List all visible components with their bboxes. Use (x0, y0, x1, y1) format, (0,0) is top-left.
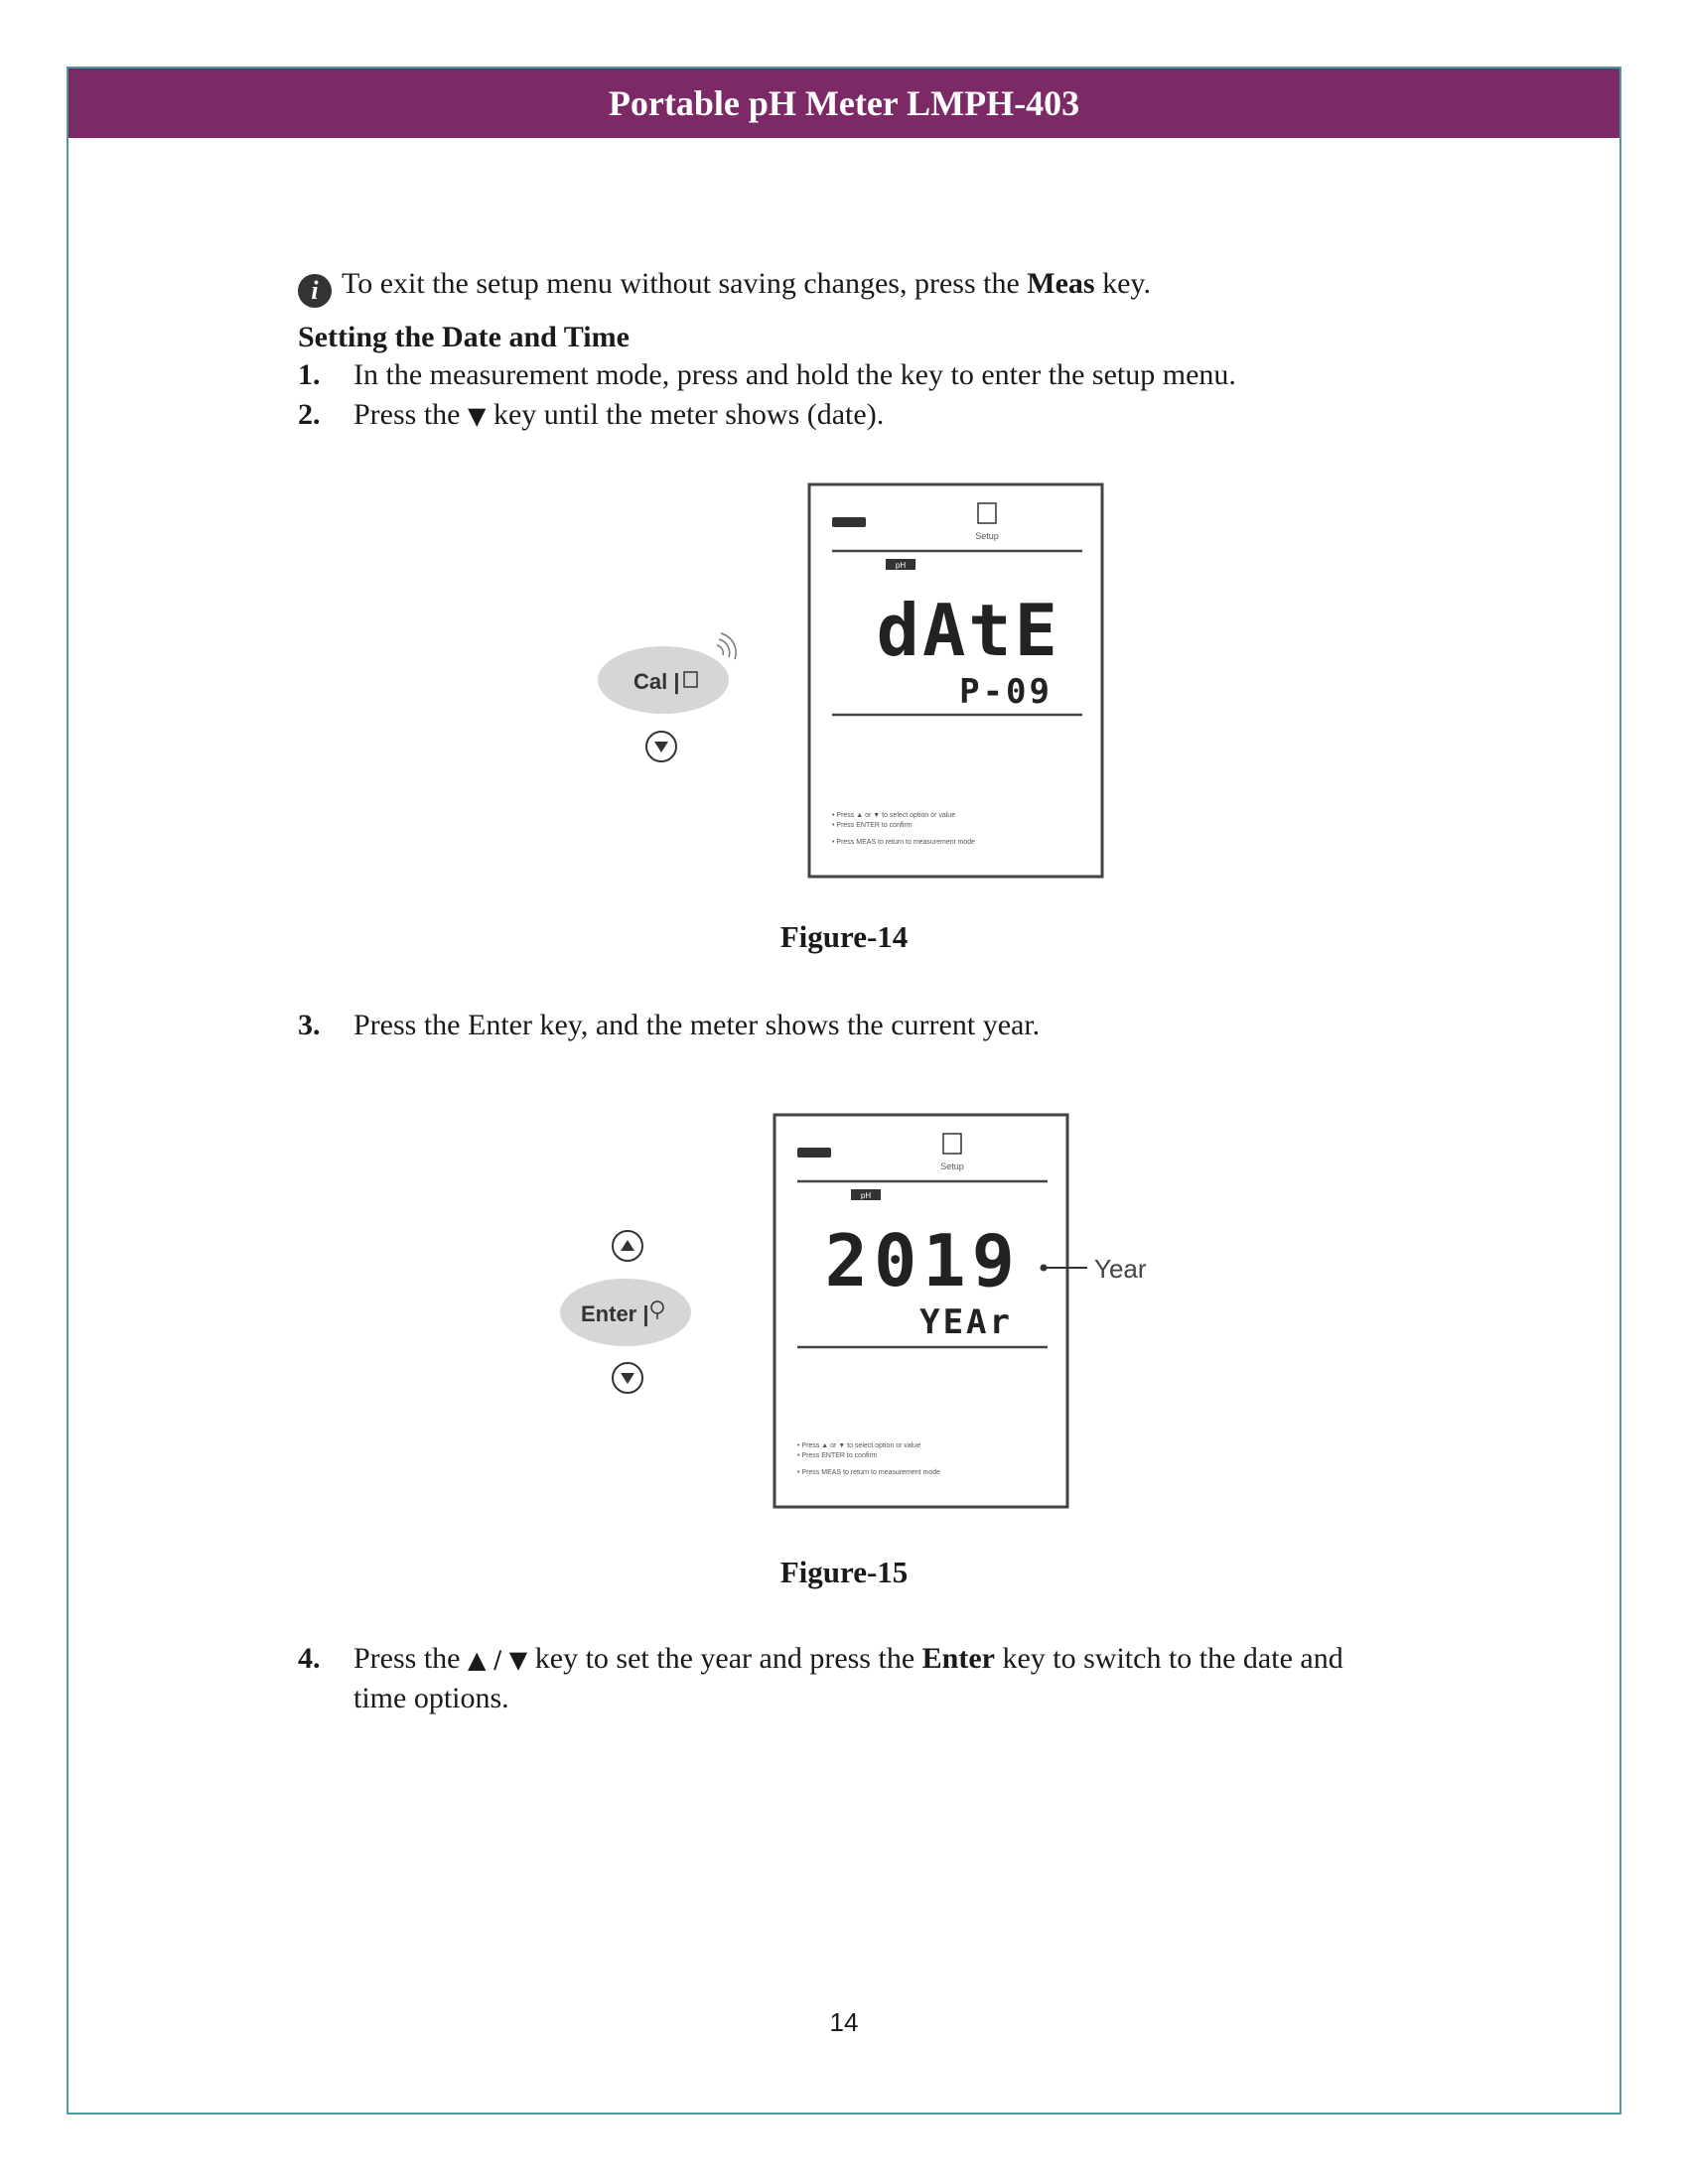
up-down-arrow-icon: ▲ / ▼ (468, 1646, 528, 1674)
press-hold-signal-icon (717, 633, 736, 659)
lcd-sub-display: P-09 (959, 672, 1053, 712)
page-header: Portable pH Meter LMPH-403 (69, 68, 1619, 138)
section-title: Setting the Date and Time (298, 321, 630, 353)
battery-icon (832, 517, 866, 527)
enter-button-label: Enter | (581, 1301, 649, 1326)
page-number: 14 (829, 2007, 859, 2037)
step-4-number: 4. (298, 1642, 321, 1675)
lcd-hint: • Press ▲ or ▼ to select option or value (832, 812, 956, 819)
lcd-hint: • Press ENTER to confirm (832, 822, 913, 829)
step-3-number: 3. (298, 1009, 321, 1041)
svg-text:pH: pH (860, 1191, 872, 1200)
enter-key-label: Enter (921, 1642, 995, 1675)
down-arrow-icon: ▼ (468, 402, 487, 430)
enter-button (560, 1279, 691, 1346)
lcd-sub-display: YEAr (919, 1302, 1013, 1342)
figure-15-illustration (546, 1107, 1182, 1514)
step-3-text: Press the Enter key, and the meter shows the current year. (353, 1009, 1041, 1041)
step-1-number: 1. (298, 358, 321, 391)
info-icon: i (298, 274, 332, 308)
step-4-text-line2: time options. (353, 1682, 509, 1714)
step-1-text: In the measurement mode, press and hold the key to enter the setup menu. (353, 358, 1236, 391)
setup-indicator-label: Setup (940, 1161, 964, 1171)
lcd-main-display: 2019 (824, 1219, 1021, 1302)
cal-button-label: Cal | (633, 669, 680, 694)
lcd-hint: • Press ▲ or ▼ to select option or value (797, 1442, 921, 1449)
down-key-icon (646, 732, 676, 761)
figure-14-caption: Figure-14 (779, 919, 909, 954)
lcd-hint: • Press ENTER to confirm (797, 1452, 878, 1459)
figure-14-illustration (586, 477, 1122, 884)
svg-text:pH: pH (895, 561, 907, 570)
setup-indicator-label: Setup (975, 531, 999, 541)
setup-exit-note: i To exit the setup menu without saving changes, press the Meas key. (298, 266, 1151, 308)
cal-button (598, 646, 729, 714)
lcd-hint: • Press MEAS to return to measurement mode (797, 1469, 941, 1476)
step-2-number: 2. (298, 398, 321, 431)
battery-icon (797, 1148, 831, 1158)
lcd-hint: • Press MEAS to return to measurement mode (832, 839, 976, 846)
down-key-icon (613, 1363, 642, 1393)
step-4-text: Press the ▲ / ▼ key to set the year and press the Enter key to switch to the date and (353, 1642, 1343, 1675)
lcd-main-display: dAtE (876, 589, 1060, 672)
up-key-icon (613, 1231, 642, 1261)
year-callout-label: Year (1094, 1254, 1147, 1284)
figure-15-caption: Figure-15 (779, 1555, 909, 1589)
meas-key-label: Meas (1027, 267, 1095, 300)
step-2-text: Press the ▼ key until the meter shows (date). (353, 398, 885, 431)
